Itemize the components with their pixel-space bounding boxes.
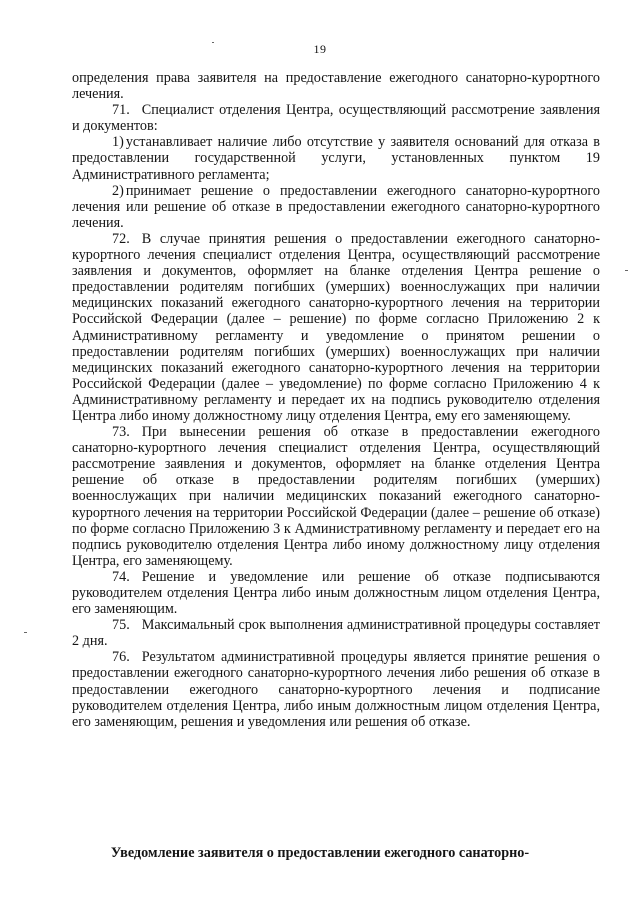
subitem-71-1 [72,134,600,182]
paragraph-text: принимает решение о предоставлении ежегодного санаторно-курортного лечения или решение об отказе в предоставлении ежегодного санаторно-курортного лечения. [72,182,600,231]
paragraph-number: 76. [112,649,130,666]
paragraph-continuation [72,70,600,102]
subitem-marker: 1) [112,134,124,151]
scan-mark [625,270,628,271]
paragraph-text: Результатом административной процедуры является принятие решения о предоставлении ежегодного санаторно-курортного лечения либо решения об отказе в предоставлении ежегодного санаторно-курортного лечения и подписание руководителем отделения Центра, либо иным должностным лицом отделения Центра, его заменяющим, решения и уведомления или решения об отказе. [72,649,600,730]
paragraph-text: определения права заявителя на предоставление ежегодного санаторно-курортного лечения. [72,70,600,103]
document-body [72,70,600,730]
subitem-marker: 2) [112,182,124,199]
subitem-71-2 [72,183,600,231]
paragraph-number: 71. [112,102,130,119]
paragraph-text: Решение и уведомление или решение об отказе подписываются руководителем отделения Центра либо иным должностным лицом отделения Центра, его заменяющим. [72,568,600,618]
paragraph-text: В случае принятия решения о предоставлении ежегодного санаторно-курортного лечения специалист отделения Центра, осуществляющий рассмотрение заявления и документов, оформляет на бланке отделения Центра решение о предоставлении родителям погибших (умерших) военнослужащих при наличии медицинских показаний ежегодного санаторно-курортного лечения на территории Российской Федерации (далее – решение) по форме согласно Приложению 2 к Административному регламенту и уведомление о принятом решении о предоставлении родителям погибших (умерших) военнослужащих при наличии медицинских показаний ежегодного санаторно-курортного лечения на территории Российской Федерации (далее – уведомление) по форме согласно Приложению 4 к Административному регламенту и передает их на подпись руководителю отделения Центра либо иному должностному лицу отделения Центра, ему его заменяющему. [72,230,600,424]
paragraph-71 [72,102,600,134]
section-heading: Уведомление заявителя о предоставлении ежегодного санаторно- [110,845,530,861]
paragraph-76 [72,649,600,729]
paragraph-74 [72,569,600,617]
paragraph-72 [72,231,600,424]
paragraph-text: При вынесении решения об отказе в предоставлении ежегодного санаторно-курортного лечения специалист отделения Центра, осуществляющий рассмотрение заявления и документов, оформляет на бланке отделения Центра решение об отказе в предоставлении родителям погибших (умерших) военнослужащих при наличии медицинских показаний ежегодного санаторно-курортного лечения на территории Российской Федерации (далее – решение об отказе) по форме согласно Приложению 3 к Административному регламенту и передает его на подпись руководителю отделения Центра либо иному должностному лицу отделения Центра, его заменяющему. [72,424,600,569]
paragraph-text: Максимальный срок выполнения административной процедуры составляет 2 дня. [72,617,600,650]
paragraph-number: 73. [112,424,130,441]
paragraph-text: устанавливает наличие либо отсутствие у заявителя оснований для отказа в предоставлении государственной услуги, установленных пунктом 19 Административного регламента; [72,134,600,183]
paragraph-number: 75. [112,617,130,634]
paragraph-73 [72,424,600,569]
paragraph-75 [72,617,600,649]
page-number: 19 [313,42,327,56]
paragraph-number: 72. [112,230,130,247]
scan-mark [212,42,214,43]
scan-mark [24,632,27,633]
paragraph-text: Специалист отделения Центра, осуществляющий рассмотрение заявления и документов: [72,102,600,135]
paragraph-number: 74. [112,568,130,585]
